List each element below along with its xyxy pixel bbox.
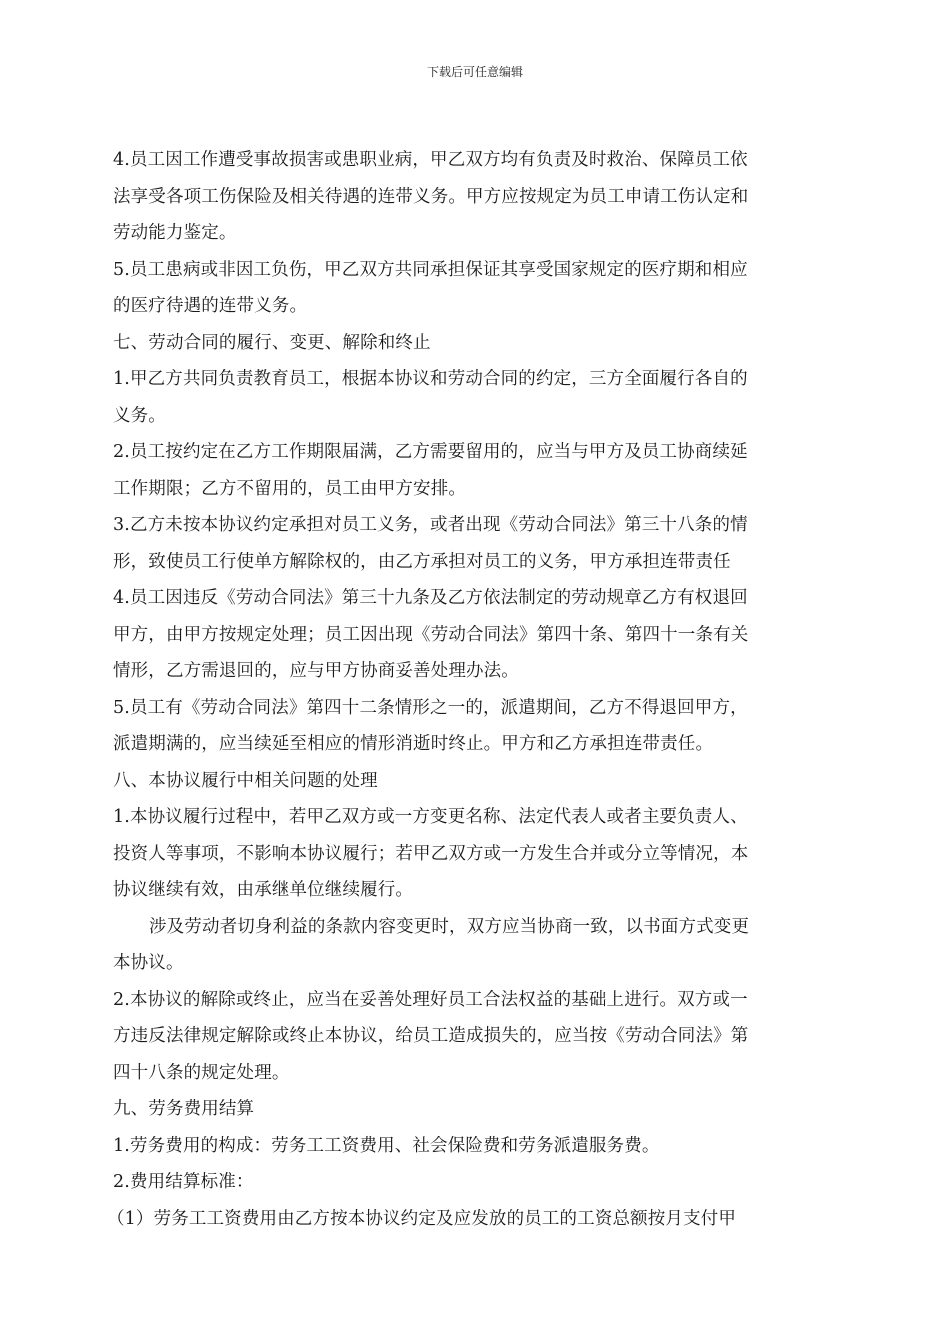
text-line: 劳动能力鉴定。 (113, 223, 237, 243)
text-line: 2.员工按约定在乙方工作期限届满，乙方需要留用的，应当与甲方及员工协商续延 (113, 442, 748, 462)
text-line: 方违反法律规定解除或终止本协议，给员工造成损失的，应当按《劳动合同法》第 (113, 1026, 749, 1046)
indented-paragraph-line: 涉及劳动者切身利益的条款内容变更时，双方应当协商一致，以书面方式变更 (149, 916, 750, 937)
text-line: 2.费用结算标准： (113, 1172, 254, 1192)
section-heading: 七、劳动合同的履行、变更、解除和终止 (113, 332, 431, 353)
text-line: 派遣期满的，应当续延至相应的情形消逝时终止。甲方和乙方承担连带责任。 (113, 734, 714, 754)
text-line: 形，致使员工行使单方解除权的，由乙方承担对员工的义务，甲方承担连带责任 (113, 551, 731, 572)
section-heading: 九、劳务费用结算 (113, 1099, 255, 1119)
text-line: 1.甲乙方共同负责教育员工，根据本协议和劳动合同的约定，三方全面履行各自的 (113, 369, 748, 389)
text-line: 义务。 (113, 405, 166, 426)
text-line: 3.乙方未按本协议约定承担对员工义务，或者出现《劳动合同法》第三十八条的情 (113, 515, 748, 535)
text-line: 四十八条的规定处理。 (113, 1062, 290, 1083)
text-line: 的医疗待遇的连带义务。 (113, 296, 308, 316)
text-line: 1.本协议履行过程中，若甲乙双方或一方变更名称、法定代表人或者主要负责人、 (113, 807, 748, 827)
text-line: 本协议。 (113, 953, 184, 973)
text-line: 情形，乙方需退回的，应与甲方协商妥善处理办法。 (113, 661, 519, 681)
document-body (107, 142, 813, 1237)
text-line: 2.本协议的解除或终止，应当在妥善处理好员工合法权益的基础上进行。双方或一 (113, 989, 748, 1010)
text-line: 甲方，由甲方按规定处理；员工因出现《劳动合同法》第四十条、第四十一条有关 (113, 624, 749, 645)
text-line: 协议继续有效，由承继单位继续履行。 (113, 880, 414, 900)
text-line: 投资人等事项，不影响本协议履行；若甲乙双方或一方发生合并或分立等情况，本 (113, 843, 749, 864)
text-line: 1.劳务费用的构成：劳务工工资费用、社会保险费和劳务派遣服务费。 (113, 1135, 660, 1156)
text-line: 工作期限；乙方不留用的，员工由甲方安排。 (113, 478, 466, 499)
text-line: 5.员工患病或非因工负伤，甲乙双方共同承担保证其享受国家规定的医疗期和相应 (113, 259, 748, 280)
text-line: 4.员工因工作遭受事故损害或患职业病，甲乙双方均有负责及时救治、保障员工依 (113, 150, 748, 170)
section-heading: 八、本协议履行中相关问题的处理 (113, 770, 378, 791)
page-header: 下载后可任意编辑 (426, 65, 523, 79)
text-line: 法享受各项工伤保险及相关待遇的连带义务。甲方应按规定为员工申请工伤认定和 (113, 186, 749, 207)
text-line: 4.员工因违反《劳动合同法》第三十九条及乙方依法制定的劳动规章乙方有权退回 (113, 588, 748, 608)
text-line: 5.员工有《劳动合同法》第四十二条情形之一的，派遣期间，乙方不得退回甲方， (113, 697, 748, 718)
text-line: （1）劳务工工资费用由乙方按本协议约定及应发放的员工的工资总额按月支付甲 (107, 1208, 737, 1229)
